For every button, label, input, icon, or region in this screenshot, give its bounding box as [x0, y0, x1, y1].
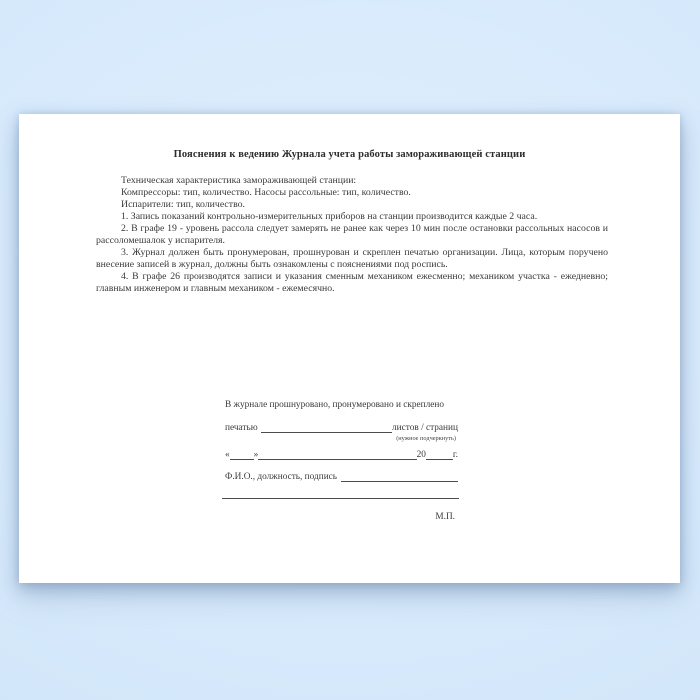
paragraph-rule-3: 3. Журнал должен быть пронумерован, прошнурован и скреплен печатью организации. Лица, которым поручено внесение записей в журнал, должны быть ознакомлены с пояснениями под роспись.: [96, 247, 608, 270]
sheets-pages-label: листов / страниц: [392, 423, 458, 433]
paragraph-compressors: Компрессоры: тип, количество. Насосы рассольные: тип, количество.: [121, 187, 411, 198]
stamp-place-label: М.П.: [435, 512, 455, 522]
year-suffix: г.: [452, 450, 458, 460]
paragraph-rule-1: 1. Запись показаний контрольно-измерительных приборов на станции производится каждые 2 часа.: [121, 211, 538, 222]
opening-quote: «: [225, 450, 230, 460]
year-prefix: 20: [416, 450, 426, 460]
signature-blank-line: [341, 480, 458, 482]
signature-line: [225, 471, 458, 483]
month-blank-line: [258, 458, 416, 460]
paragraph-technical-characteristics: Техническая характеристика замораживающей станции:: [121, 175, 357, 186]
paragraph-rule-2: 2. В графе 19 - уровень рассола следует замерять не ранее как через 10 мин после остановки рассольных насосов и рассоломешалок у испарителя.: [96, 223, 608, 246]
day-blank-line: [230, 458, 254, 460]
underline-note: (нужное подчеркнуть): [396, 435, 456, 442]
document-body: [96, 175, 608, 295]
date-line: [225, 449, 458, 461]
paragraph-evaporators: Испарители: тип, количество.: [121, 199, 245, 210]
paragraph-rule-4: 4. В графе 26 производятся записи и указания сменным механиком ежесменно; механиком участка - ежедневно; главным инженером и главным механиком - ежемесячно.: [96, 271, 608, 294]
certification-intro-text: В журнале прошнуровано, пронумеровано и скреплено: [225, 400, 445, 410]
document-title: Пояснения к ведению Журнала учета работы замораживающей станции: [173, 149, 526, 160]
extra-blank-line: [222, 497, 459, 499]
seal-label: печатью: [225, 423, 258, 433]
signature-label: Ф.И.О., должность, подпись: [225, 472, 338, 482]
certification-intro-line: [225, 399, 458, 411]
journal-certification-block: [225, 399, 458, 523]
seal-sheets-line: [225, 422, 458, 434]
closing-quote: »: [253, 450, 259, 460]
year-blank-line: [426, 458, 453, 460]
sheets-count-blank-line: [261, 431, 392, 433]
document-page: [19, 114, 680, 583]
